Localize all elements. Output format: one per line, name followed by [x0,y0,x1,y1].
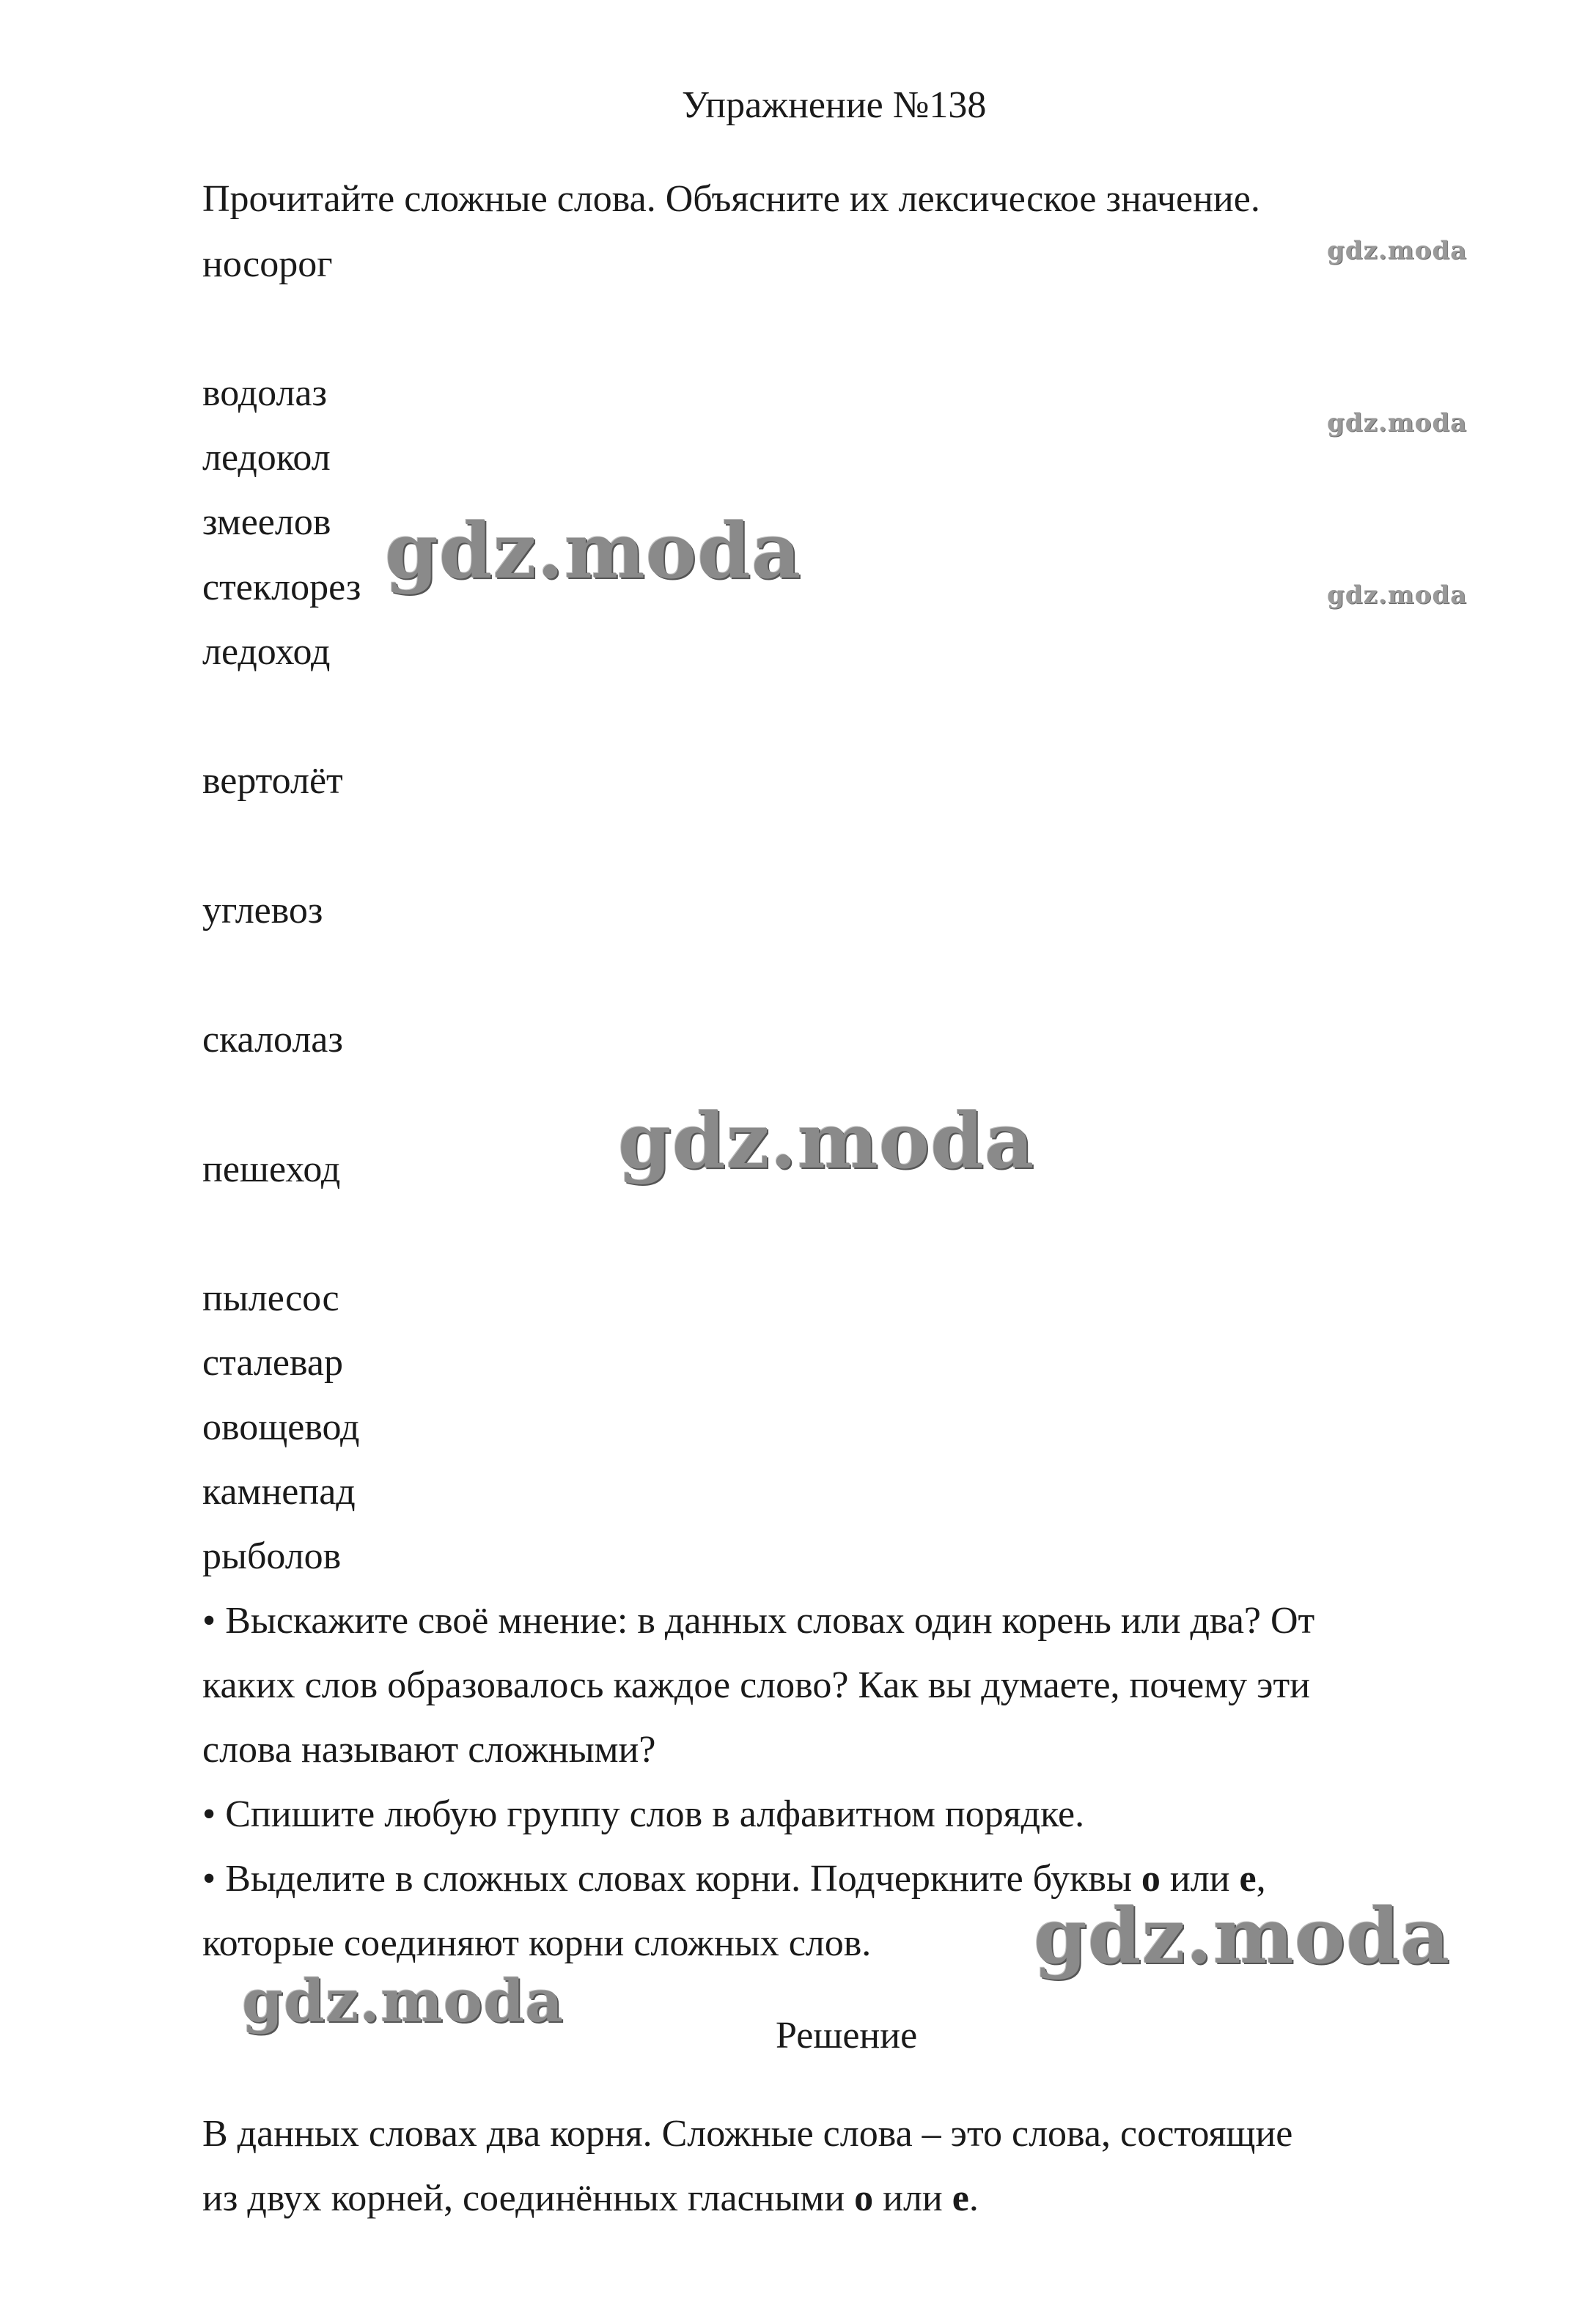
task-1-line-1: • Выскажите своё мнение: в данных словах один корень или два? От [202,1600,1315,1642]
task-1-line-3: слова называют сложными? [202,1729,656,1771]
word-item: змеелов [202,501,331,543]
task-3-line-2: которые соединяют корни сложных слов. [202,1922,872,1964]
watermark: gdz.moda [385,506,802,596]
word-item: ледоход [202,631,331,673]
word-item: водолаз [202,372,328,414]
task-2: • Спишите любую группу слов в алфавитном порядке. [202,1793,1085,1835]
word-item: стеклорез [202,567,361,608]
word-item: вертолёт [202,760,343,802]
word-item: пылесос [202,1277,339,1319]
word-item: камнепад [202,1471,356,1513]
task-3-text: • Выделите в сложных словах корни. Подчеркните буквы [202,1858,1141,1900]
task-1-line-2: каких слов образовалось каждое слово? Как вы думаете, почему эти [202,1664,1311,1706]
letter-o: о [1141,1858,1161,1900]
word-item: рыболов [202,1535,342,1577]
watermark: gdz.moda [1327,580,1468,610]
solution-heading: Решение [776,2015,918,2056]
watermark: gdz.moda [1327,236,1468,265]
word-item: скалолаз [202,1019,343,1060]
solution-line-1: В данных словах два корня. Сложные слова – это слова, состоящие [202,2113,1293,2155]
watermark: gdz.moda [1034,1891,1451,1981]
letter-e: е [952,2177,969,2219]
letter-o: о [854,2177,874,2219]
word-item: ледокол [202,437,331,479]
watermark: gdz.moda [1327,408,1468,438]
instruction-text: Прочитайте сложные слова. Объясните их лексическое значение. [202,178,1260,220]
task-3-comma: , [1256,1858,1266,1900]
solution-line-2 [202,2177,979,2219]
word-item: пешеход [202,1148,341,1190]
word-item: углевоз [202,890,323,932]
watermark: gdz.moda [242,1966,564,2035]
solution-or: или [873,2177,952,2219]
watermark: gdz.moda [618,1096,1035,1186]
solution-period: . [968,2177,979,2219]
task-3-or: или [1160,1858,1240,1900]
exercise-title: Упражнение №138 [682,84,987,126]
word-item: сталевар [202,1342,343,1384]
word-item: овощевод [202,1406,360,1448]
word-item: носорог [202,243,333,285]
letter-e: е [1239,1858,1257,1900]
solution-text: из двух корней, соединённых гласными [202,2177,855,2219]
